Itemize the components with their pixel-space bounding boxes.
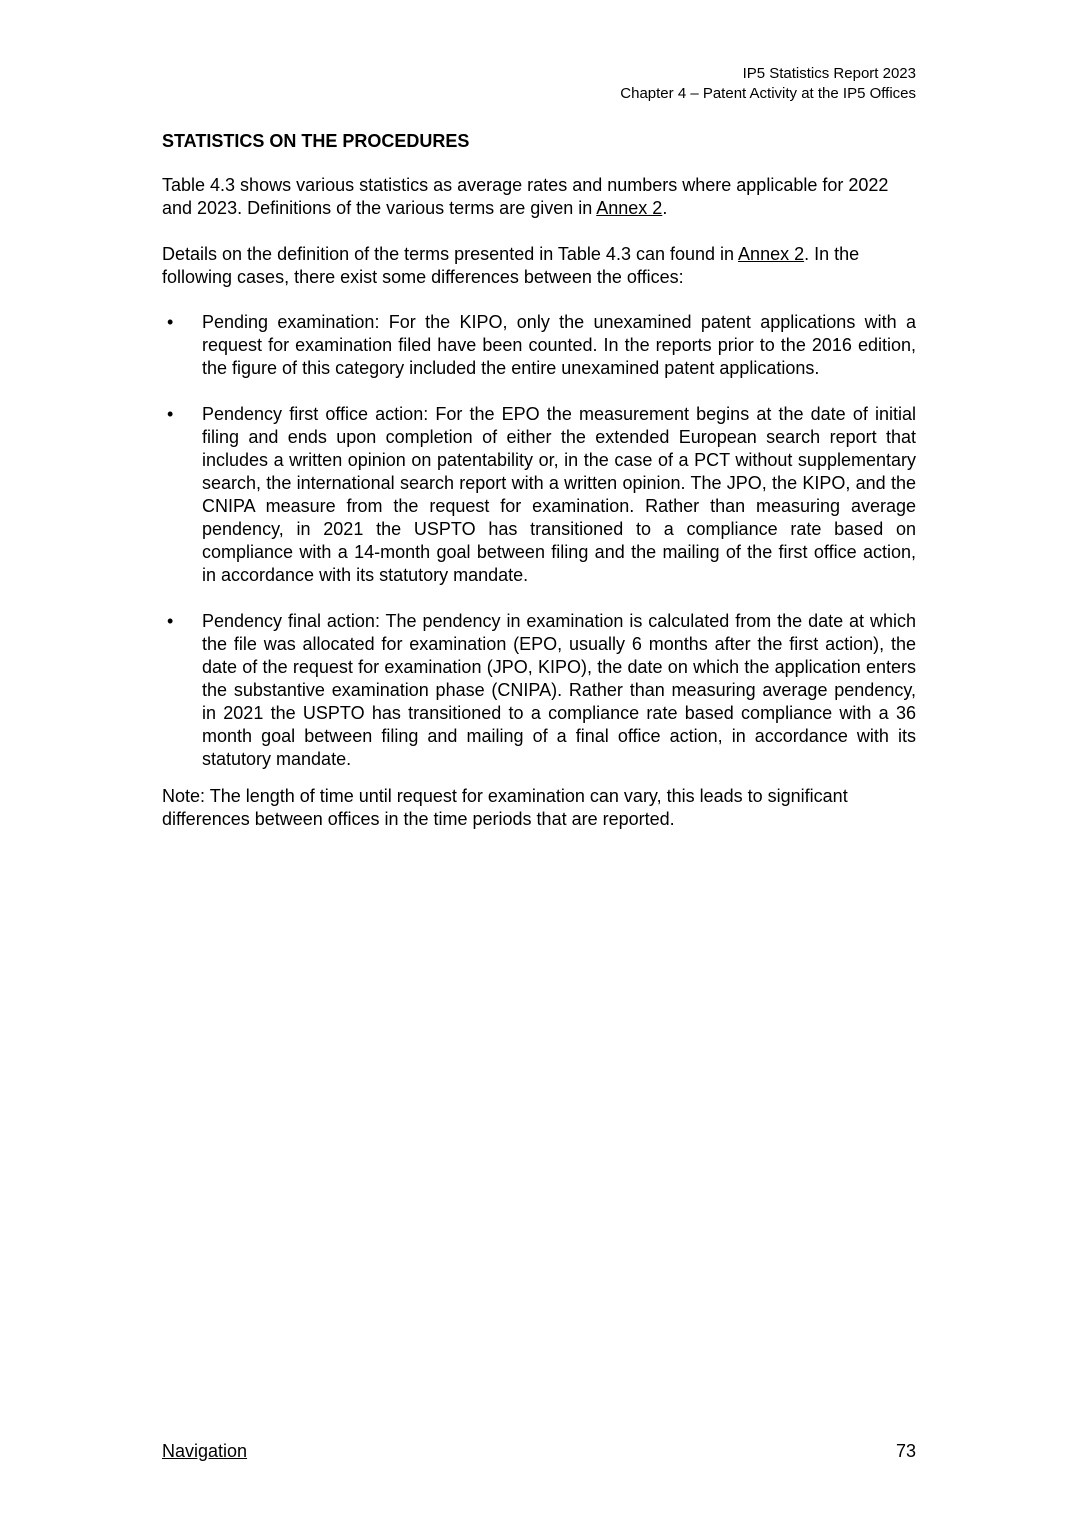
- navigation-link[interactable]: Navigation: [162, 1441, 248, 1461]
- bullet-item-pending-examination: [162, 311, 916, 380]
- bullet-item-pendency-final-action: [162, 610, 916, 771]
- intro-paragraph-2: [162, 243, 916, 289]
- chapter-title: Chapter 4 – Patent Activity at the IP5 Offices: [620, 85, 916, 102]
- intro-paragraph-2-text: Details on the definition of the terms presented in Table 4.3 can found in: [162, 244, 739, 264]
- bullet-text: Pending examination: For the KIPO, only the unexamined patent applications with a request for examination filed have been counted. In the reports prior to the 2016 edition, the figure of this category included the entire unexamined patent applications.: [202, 312, 916, 378]
- bullet-text: Pendency first office action: For the EPO the measurement begins at the date of initial filing and ends upon completion of either the extended European search report that includes a written opinion on patentability or, in the case of a PCT without supplementary search, the international search report with a written opinion. The JPO, the KIPO, and the CNIPA measure from the request for examination. Rather than measuring average pendency, in 2021 the USPTO has transitioned to a compliance rate based on compliance with a 14-month goal between filing and the mailing of the first office action, in accordance with its statutory mandate.: [202, 404, 916, 585]
- bullet-text: Pendency final action: The pendency in examination is calculated from the date at which the file was allocated for examination (EPO, usually 6 months after the first action), the date of the request for examination (JPO, KIPO), the date on which the application enters the substantive examination phase (CNIPA). Rather than measuring average pendency, in 2021 the USPTO has transitioned to a compliance rate based compliance with a 36 month goal between filing and mailing of a final office action, in accordance with its statutory mandate.: [202, 611, 916, 769]
- page-number: 73: [895, 1441, 916, 1461]
- note-paragraph: Note: The length of time until request for examination can vary, this leads to significant differences between offices in the time periods that are reported.: [162, 786, 848, 829]
- page-header: [620, 64, 916, 104]
- bullet-icon: •: [167, 611, 174, 631]
- intro-paragraph-1-end: .: [662, 198, 668, 218]
- bullet-icon: •: [167, 404, 174, 424]
- annex-2-link[interactable]: Annex 2: [738, 244, 805, 264]
- bullet-icon: •: [167, 312, 174, 332]
- intro-paragraph-1-text: Table 4.3 shows various statistics as average rates and numbers where applicable for 2022 and 2023. Definitions of the various terms are given in: [162, 175, 889, 218]
- main-content: [162, 130, 916, 854]
- bullet-list: [162, 311, 916, 771]
- report-title: IP5 Statistics Report 2023: [742, 65, 916, 82]
- intro-paragraph-1: [162, 174, 916, 220]
- intro-paragraph-2-end: . In the following cases, there exist some differences between the offices:: [162, 244, 860, 287]
- annex-2-link[interactable]: Annex 2: [596, 198, 663, 218]
- bullet-item-pendency-first-office-action: [162, 403, 916, 587]
- section-heading: STATISTICS ON THE PROCEDURES: [162, 131, 470, 151]
